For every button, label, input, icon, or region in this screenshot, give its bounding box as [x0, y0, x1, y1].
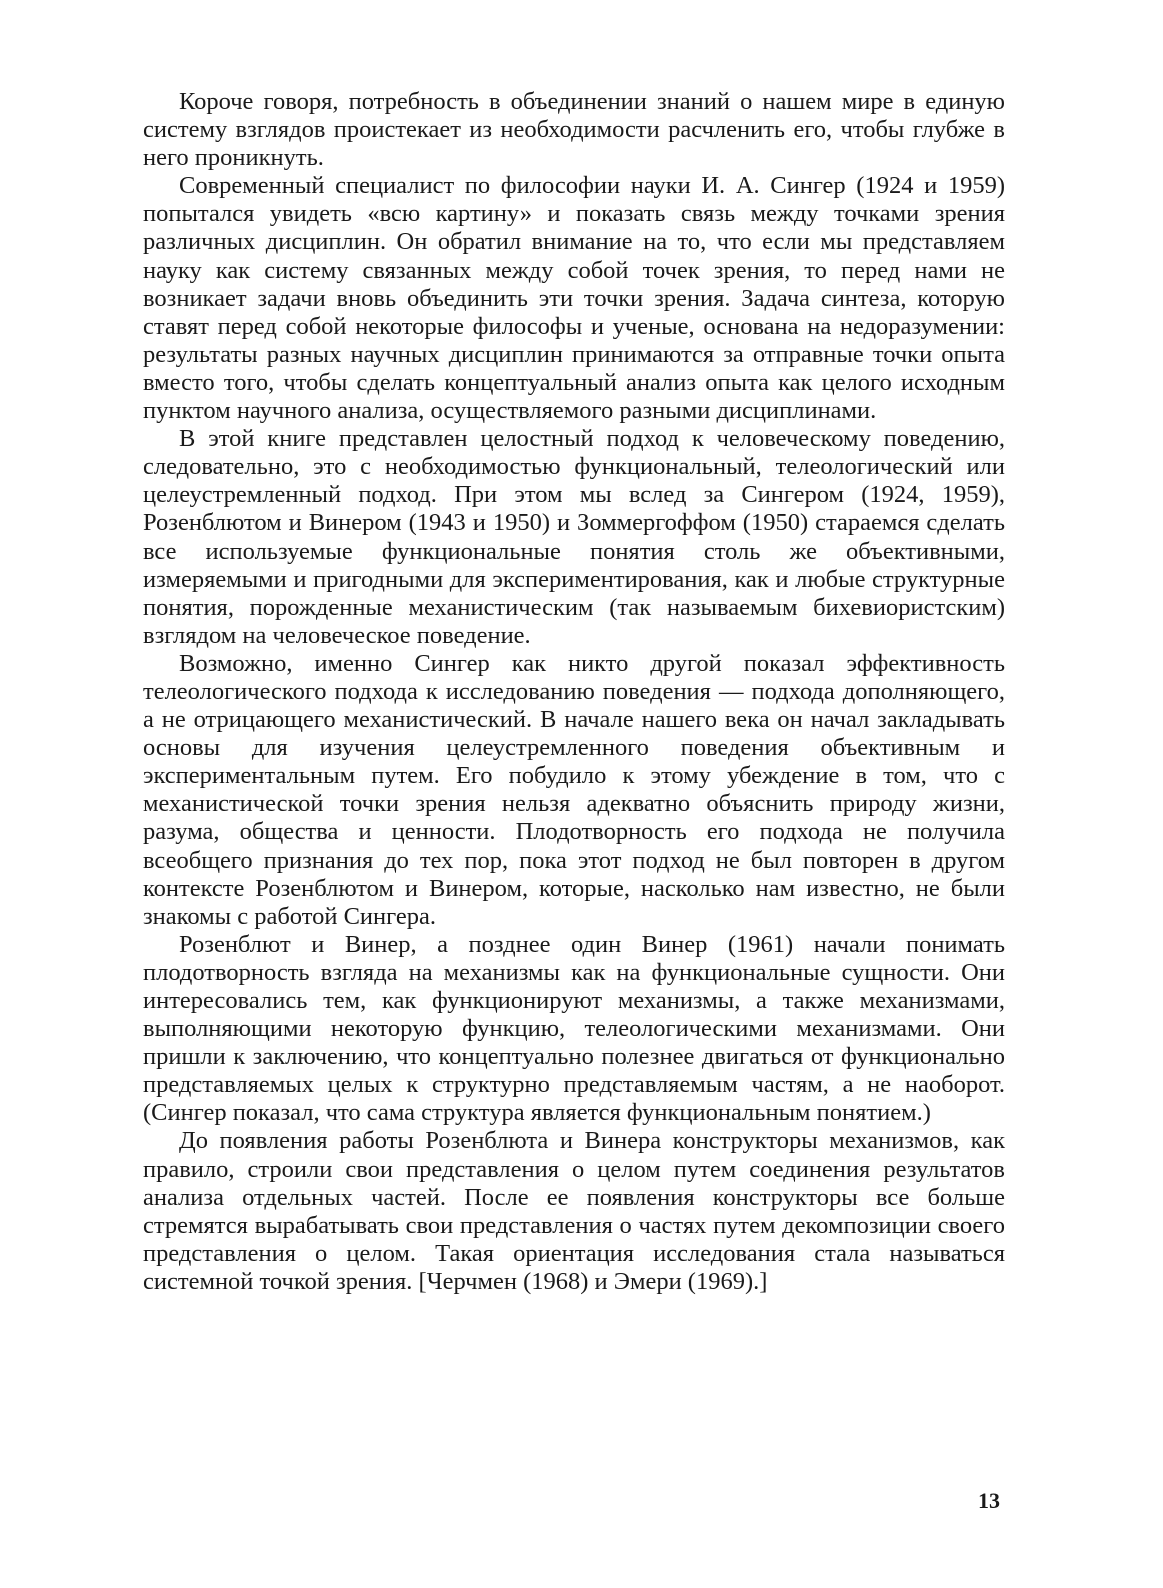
paragraph-2: Современный специалист по философии науки И. А. Сингер (1924 и 1959) попытался увидеть «всю картину» и показать связь между точками зрения различных дисциплин. Он обратил внимание на то, что если мы представляем науку как систему связанных между собой точек зрения, то перед нами не возникает задачи вновь объединить эти точки зрения. Задача синтеза, которую ставят перед собой некоторые философы и ученые, основана на недоразумении: результаты разных научных дисциплин принимаются за отправные точки опыта вместо того, чтобы сделать концептуальный анализ опыта как целого исходным пунктом научного анализа, осуществляемого разными дисциплинами. — [143, 172, 1005, 425]
paragraph-1: Короче говоря, потребность в объединении знаний о нашем мире в единую систему взглядов проистекает из необходимости расчленить его, чтобы глубже в него проникнуть. — [143, 88, 1005, 172]
page-number: 13 — [978, 1488, 1000, 1513]
paragraph-6: До появления работы Розенблюта и Винера конструкторы механизмов, как правило, строили свои представления о целом путем соединения результатов анализа отдельных частей. После ее появления конструкторы все больше стремятся вырабатывать свои представления о частях путем декомпозиции своего представления о целом. Такая ориентация исследования стала называться системной точкой зрения. [Черчмен (1968) и Эмери (1969).] — [143, 1127, 1005, 1295]
paragraph-3: В этой книге представлен целостный подход к человеческому поведению, следовательно, это с необходимостью функциональный, телеологический или целеустремленный подход. При этом мы вслед за Сингером (1924, 1959), Розенблютом и Винером (1943 и 1950) и Зоммергоффом (1950) стараемся сделать все используемые функциональные понятия столь же объективными, измеряемыми и пригодными для экспериментирования, как и любые структурные понятия, порожденные механистическим (так называемым бихевиористским) взглядом на человеческое поведение. — [143, 425, 1005, 649]
paragraph-4: Возможно, именно Сингер как никто другой показал эффективность телеологического подхода к исследованию поведения — подхода дополняющего, а не отрицающего механистический. В начале нашего века он начал закладывать основы для изучения целеустремленного поведения объективным и экспериментальным путем. Его побудило к этому убеждение в том, что с механистической точки зрения нельзя адекватно объяснить природу жизни, разума, общества и ценности. Плодотворность его подхода не получила всеобщего признания до тех пор, пока этот подход не был повторен в другом контексте Розенблютом и Винером, которые, насколько нам известно, не были знакомы с работой Сингера. — [143, 649, 1005, 930]
paragraph-5: Розенблют и Винер, а позднее один Винер (1961) начали понимать плодотворность взгляда на механизмы как на функциональные сущности. Они интересовались тем, как функционируют механизмы, а также механизмами, выполняющими некоторую функцию, телеологическими механизмами. Они пришли к заключению, что концептуально полезнее двигаться от функционально представляемых целых к структурно представляемым частям, а не наоборот. (Сингер показал, что сама структура является функциональным понятием.) — [143, 930, 1005, 1127]
body-text — [143, 88, 1005, 1296]
